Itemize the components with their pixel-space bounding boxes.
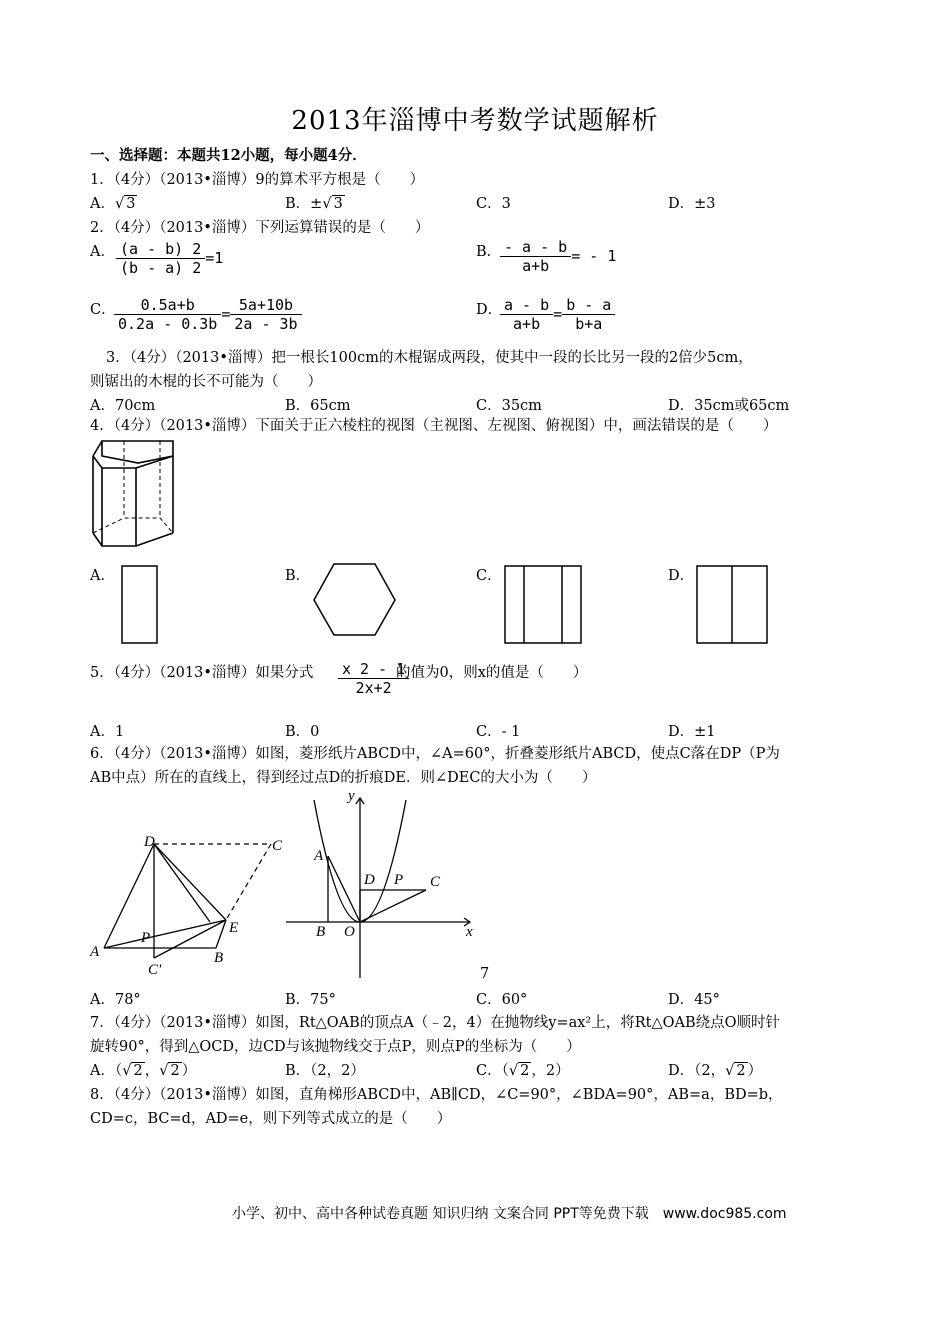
q2-d-den1: a+b [500, 314, 553, 333]
fig7-label-y: y [348, 788, 355, 804]
q2-b-rhs: = - 1 [571, 247, 617, 265]
q7-a-post: ） [181, 1063, 197, 1079]
q7-d-post: ） [747, 1063, 763, 1079]
q7-c-radicand: 2 [520, 1063, 530, 1079]
sqrt-sign: √ 2 [508, 1063, 530, 1079]
q5-option-b: B．0 [285, 724, 320, 740]
q7-a-mid: ， [144, 1063, 160, 1079]
q6-option-a: A．78° [90, 992, 141, 1008]
q7-a-pre: （ [114, 1063, 123, 1079]
q5-option-a: A．1 [90, 724, 125, 740]
fig6-label-a: A [90, 944, 100, 960]
q1-option-a [90, 194, 137, 214]
q2-b-num: - a - b [504, 238, 568, 256]
q2-d-expr [500, 296, 615, 333]
q6-option-d: D．45° [668, 992, 720, 1008]
q7-option-b: B．（2，2） [285, 1063, 365, 1079]
q6-line1: 6．（4分）（2013•淄博）如图，菱形纸片ABCD中，∠A=60°，折叠菱形纸片ABCD，使点C落在DP（P为 [90, 746, 780, 762]
q2-b-label: B． [476, 244, 502, 260]
q1-stem: 1．（4分）（2013•淄博）9的算术平方根是（ ） [90, 172, 425, 188]
q2-d-num1: a - b [504, 296, 550, 314]
sqrt-sign: √ 3 [322, 196, 343, 212]
parabola-figure [280, 784, 490, 984]
q2-c-num1: 0.5a+b [140, 296, 195, 314]
q5-num: x 2 - 1 [342, 660, 406, 678]
q2-d-label: D． [476, 302, 503, 318]
fig6-label-p: P [141, 930, 151, 946]
page-title: 2013年淄博中考数学试题解析 [291, 106, 659, 136]
sqrt-sign: √ 3 [114, 196, 136, 212]
q7-d-label: D． [668, 1063, 695, 1079]
hexagonal-prism-figure [88, 438, 183, 553]
sqrt-sign: √ 2 [122, 1063, 143, 1079]
q7-option-a [90, 1061, 196, 1081]
q4-a-rectangle-view [120, 564, 160, 646]
q5-stem-post: 的值为0，则x的值是（ ） [396, 665, 588, 681]
q1-b-radicand: 3 [333, 196, 343, 212]
q1-option-d: D．±3 [668, 196, 716, 212]
fig7-label-x: x [466, 924, 473, 940]
q3-option-d: D．35cm或65cm [668, 398, 790, 414]
q4-option-b: B． [285, 568, 311, 584]
q7-a-radicand-1: 2 [133, 1063, 143, 1079]
q2-b-den: a+b [500, 256, 571, 275]
sqrt-sign: √ 2 [725, 1063, 746, 1079]
fig6-label-d: D [144, 834, 155, 850]
q7-line2: 旋转90°，得到△OCD，边CD与该抛物线交于点P，则点P的坐标为（ ） [90, 1039, 581, 1055]
q2-a-den: (b - a) 2 [116, 258, 205, 277]
q2-a-label: A． [90, 244, 115, 260]
q7-a-label: A． [90, 1063, 115, 1079]
fig7-label-b: B [316, 924, 326, 940]
fig7-label-o: O [344, 924, 355, 940]
q5-option-d: D．±1 [668, 724, 716, 740]
q2-c-expr [114, 296, 302, 333]
q2-c-den2: 2a - 3b [230, 314, 301, 333]
q8-line2: CD=c，BC=d，AD=e，则下列等式成立的是（ ） [90, 1111, 452, 1127]
q1-a-radicand: 3 [126, 196, 136, 212]
q4-d-two-panel-view [695, 564, 769, 646]
q2-c-label: C． [90, 302, 116, 318]
q1-b-pm: ± [310, 196, 323, 212]
fig6-label-b: B [214, 950, 224, 966]
fig7-label-d: D [364, 872, 375, 888]
fig7-caption: 7 [480, 966, 490, 982]
q7-a-radicand-2: 2 [170, 1063, 180, 1079]
q2-c-num2: 5a+10b [238, 296, 294, 314]
q6-option-b: B．75° [285, 992, 336, 1008]
q5-option-c: C．- 1 [476, 724, 521, 740]
q4-option-a: A． [90, 568, 115, 584]
q7-line1: 7．（4分）（2013•淄博）如图，Rt△OAB的顶点A（﹣2，4）在抛物线y=ax²上，将Rt△OAB绕点O顺时针 [90, 1015, 781, 1031]
q7-d-pre: （2， [694, 1063, 726, 1079]
fig7-label-p: P [394, 872, 404, 888]
section-heading: 一、选择题：本题共12小题，每小题4分． [90, 147, 367, 164]
page-footer: 小学、初中、高中各种试卷真题 知识归纳 文案合同 PPT等免费下载 www.doc985.com [232, 1206, 787, 1222]
q3-line2: 则锯出的木棍的长不可能为（ ） [90, 374, 322, 390]
q6-line2: AB中点）所在的直线上，得到经过点D的折痕DE．则∠DEC的大小为（ ） [90, 770, 597, 786]
q2-d-num2: b - a [566, 296, 612, 314]
q2-option-b [476, 242, 501, 262]
fig6-label-e: E [229, 920, 239, 936]
fig7-label-a: A [314, 848, 324, 864]
q2-d-den2: b+a [562, 314, 615, 333]
q4-c-three-panel-view [503, 564, 583, 646]
q4-stem: 4．（4分）（2013•淄博）下面关于正六棱柱的视图（主视图、左视图、俯视图）中，画法错误的是（ ） [90, 418, 778, 434]
q7-d-radicand: 2 [736, 1063, 746, 1079]
fig6-label-c: C [272, 838, 283, 854]
q1-option-b [285, 194, 345, 214]
q3-line1: 3．（4分）（2013•淄博）把一根长100cm的木棍锯成两段，使其中一段的长比另一段的2倍少5cm， [106, 350, 753, 366]
q4-option-c: C． [476, 568, 502, 584]
q2-option-d [476, 300, 502, 320]
q7-option-d [668, 1061, 762, 1081]
q2-c-den1: 0.2a - 0.3b [114, 314, 221, 333]
q2-option-c [90, 300, 116, 320]
q2-option-a [90, 242, 115, 262]
q2-a-num: (a - b) 2 [120, 240, 202, 258]
sqrt-sign: √ 2 [159, 1063, 180, 1079]
q7-c-post: ，2） [531, 1063, 570, 1079]
fig7-label-c: C [430, 874, 441, 890]
q7-c-pre: （ [501, 1063, 509, 1079]
q2-d-eq: = [553, 305, 563, 323]
q2-b-expr [500, 238, 616, 275]
q6-option-c: C．60° [476, 992, 528, 1008]
q7-c-label: C． [476, 1063, 502, 1079]
q4-b-hexagon-view [312, 562, 398, 638]
q2-a-rhs: =1 [205, 249, 224, 267]
q4-option-d: D． [668, 568, 695, 584]
fig6-label-c-prime: C' [148, 962, 162, 978]
q2-stem: 2．（4分）（2013•淄博）下列运算错误的是（ ） [90, 220, 430, 236]
q5-den: 2x+2 [338, 678, 409, 697]
rhombus-fold-figure [86, 830, 290, 980]
q1-a-label: A． [90, 196, 115, 212]
q3-option-a: A．70cm [90, 398, 156, 414]
q3-option-b: B．65cm [285, 398, 351, 414]
q1-option-c: C．3 [476, 196, 511, 212]
q8-line1: 8．（4分）（2013•淄博）如图，直角梯形ABCD中，AB∥CD，∠C=90°，∠BDA=90°，AB=a，BD=b， [90, 1087, 783, 1103]
q1-b-label: B． [285, 196, 311, 212]
q7-option-c [476, 1061, 570, 1081]
q3-option-c: C．35cm [476, 398, 542, 414]
q2-a-expr [116, 240, 223, 277]
q2-c-eq: = [221, 305, 231, 323]
q5-stem-pre: 5．（4分）（2013•淄博）如果分式 [90, 665, 314, 681]
